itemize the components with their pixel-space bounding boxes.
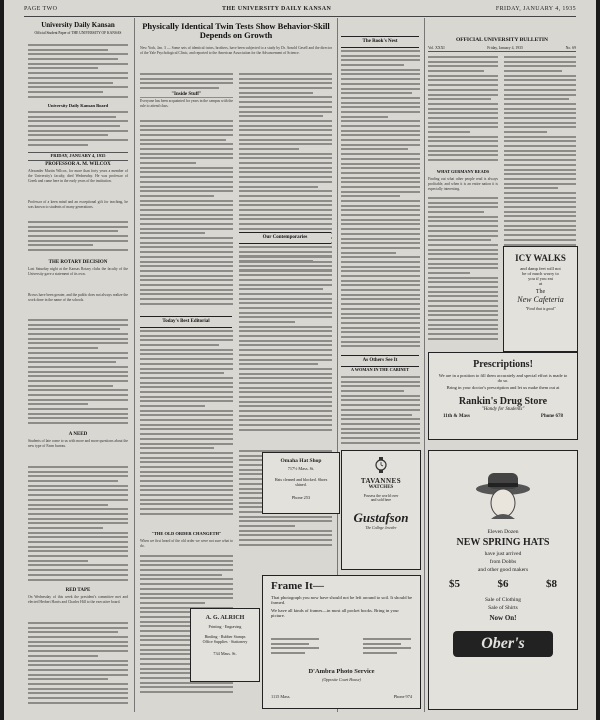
gustafson-name: Gustafson [353, 510, 409, 525]
alrich-address: 734 Mass. St. [213, 651, 237, 656]
board-listing [28, 111, 128, 149]
obers-sale: Sale of Shirts [488, 605, 518, 611]
cafeteria-text: you if you eat [528, 276, 553, 281]
bulletin-info [428, 46, 576, 52]
germany-reads-heading: WHAT GERMANY READS [436, 169, 490, 174]
editorial-body [28, 319, 128, 429]
obers-price: $8 [546, 578, 557, 590]
as-others-box [341, 355, 419, 367]
cafeteria-name: New Cafeteria [517, 295, 564, 304]
obers-price: $6 [497, 578, 509, 590]
best-editorial-box [140, 316, 232, 328]
hat-shop-name: Omaha Hat Shop [280, 458, 322, 464]
editorial-heading-rotary: THE ROTARY DECISION [48, 260, 108, 265]
dambra-studio-name: D'Ambra Photo Service [308, 668, 375, 675]
rankins-phone: Phone 678 [540, 414, 563, 419]
scan-edge-right [596, 0, 600, 720]
editorial-heading-wilcox: PROFESSOR A. M. WILCOX [45, 162, 111, 167]
bulletin-date: Friday, January 4, 1935 [487, 46, 523, 50]
date-line: FRIDAY, JANUARY 4, 1935 [28, 152, 128, 161]
obers-logo: Ober's [453, 631, 553, 657]
cafeteria-the: The [535, 289, 546, 295]
hat-shop-phone: Phone 253 [291, 495, 311, 500]
rankins-slogan: "Handy for Students" [481, 407, 525, 412]
new-cafeteria-ad [503, 246, 578, 352]
staff-listing [28, 44, 128, 102]
nameplate-subtitle: Official Student Paper of THE UNIVERSITY OF KANSAS [34, 31, 122, 35]
editorial-paragraph: On Wednesday of this week the president's committee met and elected Herbert Harris and Charles Hill to the executive board. [28, 595, 128, 604]
rankins-address: 11th & Mass [443, 414, 470, 419]
obers-text: have just arrived [484, 551, 522, 557]
gustafson-subtitle: The College Jeweler [365, 526, 397, 530]
masthead-rule [24, 16, 576, 17]
editorial-paragraph: Professor of a keen mind and an exceptional gift for teaching, he was known to students of many generations. [28, 200, 128, 209]
editorial-paragraph: Students of late come to us with more and more questions about the new type of Farm bureau. [28, 439, 128, 448]
editorial-heading-red-tape: RED TAPE [65, 588, 91, 593]
rooks-nest-box [341, 36, 419, 48]
column-rule [134, 18, 135, 712]
tavannes-product: WATCHES [368, 485, 394, 490]
column-rule [424, 18, 425, 712]
masthead [24, 6, 576, 16]
nameplate: University Daily Kansan [41, 21, 115, 29]
twins-lede: New York, Jan. 3 — Some sets of identical twins, brothers, have been subjected to a study by Dr. Arnold Gesell and the director of the Yale Psychological Clinic, and reported to the American Association for the Advancement of Science. [140, 46, 332, 55]
paper-name: THE UNIVERSITY DAILY KANSAN [221, 6, 332, 12]
inside-stuff-heading: "Inside Stuff" [140, 92, 233, 97]
column-body [341, 50, 420, 350]
dambra-photo-ad [262, 575, 421, 709]
frame-it-fine-print [363, 638, 411, 662]
editorial-body [28, 466, 128, 586]
cafeteria-headline: ICY WALKS [515, 253, 566, 263]
editorial-paragraph: Alexander Martin Wilcox, for more than forty years a member of the University's faculty, died Wednesday. He was professor of Greek and came here in the early years of the institution. [28, 169, 128, 183]
inside-stuff-paragraph: Everyone has been acquainted for years in the campus with the rule to attend class. [140, 99, 233, 119]
old-order-paragraph: When we first heard of the old order we were not sure what to do. [140, 539, 233, 548]
omaha-hat-shop-ad [262, 452, 340, 514]
rankins-store-name: Rankin's Drug Store [458, 396, 548, 407]
obers-prices [449, 578, 557, 590]
rankins-drug-store-ad [428, 352, 578, 440]
as-others-heading: As Others See It [362, 358, 398, 363]
alrich-services: Binding · Rubber Stamps [204, 634, 246, 639]
editorial-body [28, 622, 128, 710]
frame-it-headline: Frame It— [271, 580, 324, 592]
hat-shop-address: 717½ Mass. St. [287, 466, 315, 471]
column-body [341, 376, 420, 446]
best-editorial-heading: Today's Best Editorial [162, 319, 210, 324]
dambra-phone: Phone 974 [393, 694, 412, 699]
alrich-services: Office Supplies · Stationery [202, 639, 248, 644]
obers-price: $5 [449, 578, 460, 590]
obers-now-on: Now On! [489, 614, 517, 622]
scan-edge-left [0, 0, 4, 720]
woman-cabinet-heading: A WOMAN IN THE CABINET [350, 367, 410, 372]
tavannes-tagline: and sold here [370, 498, 392, 502]
contemporaries-heading: Our Contemporaries [262, 235, 308, 240]
rooks-nest-heading: The Rook's Nest [362, 39, 398, 44]
dambra-contact [271, 694, 412, 699]
cafeteria-text: at [538, 281, 543, 286]
alrich-name: A. G. ALRICH [205, 615, 245, 621]
prescriptions-headline: Prescriptions! [473, 359, 533, 370]
contemporaries-box [239, 232, 331, 244]
frame-it-body: That photograph you now have should not be left around to soil. It should be framed. [271, 595, 412, 605]
germany-reads-paragraph: Finding out what other people read is always profitable, and when it is an entire nation it is especially interesting. [428, 177, 498, 191]
editorial-paragraph: Last Saturday night at the Kansas Rotary clubs the faculty of the University gave a statement of its own. [28, 267, 128, 276]
alrich-printing-ad [190, 608, 260, 682]
editorial-paragraph: Brows have been greater, and the public does not always realize the work done in the name of the schools. [28, 293, 128, 302]
obers-hats-ad [428, 450, 578, 710]
bulletin-body [428, 56, 498, 166]
cafeteria-text: and damp feet will not [520, 266, 561, 271]
obers-text: and other good makers [477, 567, 529, 573]
cafeteria-text: be of much worry to [522, 271, 559, 276]
obers-headline: NEW SPRING HATS [456, 537, 550, 548]
staff-board-heading: University Daily Kansan Board [47, 103, 109, 108]
dambra-address: 1115 Mass. [271, 694, 291, 699]
hat-man-illustration-icon [475, 469, 531, 521]
issue-date: FRIDAY, JANUARY 4, 1935 [495, 6, 576, 12]
twins-headline: Physically Identical Twin Tests Show Behavior-Skill Depends on Growth [142, 21, 330, 40]
bulletin-number: No. 69 [565, 46, 576, 50]
hat-shop-body: Hats cleaned and blocked. Shoes shined. [274, 477, 328, 487]
tavannes-brand: TAVANNES [360, 477, 402, 485]
obers-intro: Eleven Dozen [487, 529, 519, 535]
watch-icon [375, 457, 387, 473]
article-body [239, 246, 332, 446]
editorial-body [28, 221, 128, 257]
old-order-heading: "THE OLD ORDER CHANGETH" [151, 531, 222, 536]
bulletin-body [428, 197, 498, 347]
article-body [140, 330, 233, 530]
cafeteria-slogan: "Food that is good" [525, 307, 556, 311]
tavannes-tagline: Possess the world over [363, 494, 399, 498]
alrich-services: Printing · Engraving [208, 624, 242, 629]
rankins-contact [443, 414, 563, 419]
bulletin-body [504, 56, 576, 256]
editorial-heading-need: A NEED [68, 432, 88, 437]
gustafson-jeweler-ad [341, 450, 421, 570]
bulletin-volume: Vol. XXXI [428, 46, 445, 50]
prescriptions-body: We are in a position to fill them accurately and special effort is made to do so. [438, 373, 568, 383]
obers-sale: Sale of Clothing [484, 597, 522, 603]
obers-text: from Dobbs [489, 559, 517, 565]
frame-it-body: We have all kinds of frames—in most all pocket books. Bring in your picture. [271, 608, 399, 618]
frame-it-fine-print [271, 638, 319, 662]
prescriptions-body: Bring in your doctor's prescription and let us make them out at [446, 385, 560, 390]
dambra-location: (Opposite Court House) [322, 677, 361, 682]
bulletin-heading: OFFICIAL UNIVERSITY BULLETIN [455, 37, 549, 43]
page-number: PAGE TWO [24, 6, 58, 12]
